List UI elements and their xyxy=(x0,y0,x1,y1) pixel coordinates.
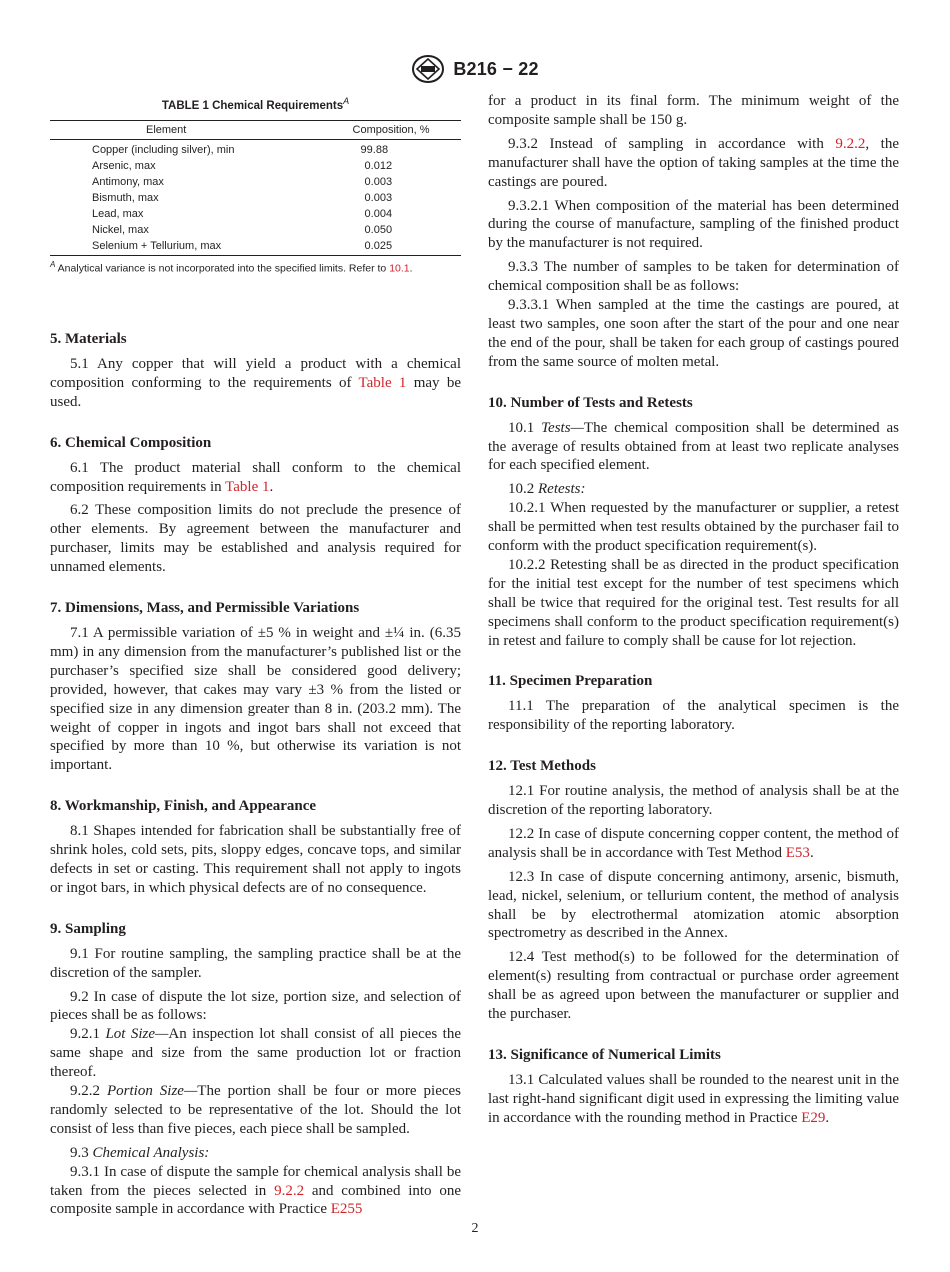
paragraph-12-4: 12.4 Test method(s) to be followed for the determination of element(s) resulting from contractual or purchase order agreement shall be as agreed upon between the manufacturer or supplier and the purchaser. xyxy=(488,949,899,1023)
paragraph-10-2: 10.2 Retests: xyxy=(508,481,586,498)
link-table-1[interactable]: Table 1 xyxy=(225,478,270,495)
page-number: 2 xyxy=(471,1221,479,1236)
link-10-1[interactable]: 10.1 xyxy=(389,262,410,275)
paragraph-9-2-2: 9.2.2 Portion Size—The portion shall be four or more pieces randomly selected to be representative of the lot. Should the lot consist of less than five pieces, each piece shall be sampled. xyxy=(50,1083,462,1137)
paragraph-6-1: 6.1 The product material shall conform to the chemical composition requirements in Table 1. xyxy=(50,459,461,495)
paragraph-10-2-2: 10.2.2 Retesting shall be as directed in the product specification for the initial test except for the number of test specimens which shall be twice that required for the original test. Test results for all specimens shall conform to the product specification requirement(s) in retest and failure to comply shall be cause for lot rejection. xyxy=(488,556,899,649)
paragraph-7-1: 7.1 A permissible variation of ±5 % in weight and ±¼ in. (6.35 mm) in any dimension from the manufacturer’s published list or the purchaser’s specified size shall be considered good delivery; provided, however, that cakes may vary ±3 % from the listed or specified size in any dimension greater than 8 in. (203.2 mm). The weight of copper in ingots and ingot bars shall not exceed that specified by more than 10 %, but otherwise its variation is not important. xyxy=(50,625,461,774)
link-table-1[interactable]: Table 1 xyxy=(358,374,407,391)
paragraph-12-3: 12.3 In case of dispute concerning antimony, arsenic, bismuth, lead, nickel, selenium, or tellurium content, the method of analysis shall be by electrothermal atomization atomic absorption spectrometry as described in the Annex. xyxy=(488,868,899,942)
paragraph-10-2-1: 10.2.1 When requested by the manufacturer or supplier, a retest shall be permitted when test results obtained by the purchaser fail to conform with the product specification requirement(s). xyxy=(488,500,899,555)
paragraph-9-3: 9.3 Chemical Analysis: xyxy=(70,1144,210,1161)
link-e255[interactable]: E255 xyxy=(330,1201,363,1218)
paragraph-12-1: 12.1 For routine analysis, the method of analysis shall be at the discretion of the reporting laboratory. xyxy=(488,783,899,818)
paragraph-9-3-1-continued: for a product in its final form. The minimum weight of the composite sample shall be 150 g. xyxy=(488,93,899,128)
astm-logo-icon xyxy=(411,54,445,84)
table-1-footnote: $^A$ Analytical variance is not incorporated into the specified limits. Refer to 10.1. xyxy=(50,259,413,275)
right-column xyxy=(488,92,899,1133)
table-1-title: TABLE 1 Chemical Requirements$^A$ xyxy=(161,96,350,112)
paragraph-6-2: 6.2 These composition limits do not preclude the presence of other elements. By agreement between the manufacturer and purchaser, limits may be established and analysis required for unnamed elements. xyxy=(50,502,461,576)
link-e53[interactable]: E53 xyxy=(785,844,810,861)
table-row: Bismuth, max 0.003 xyxy=(92,191,393,204)
paragraph-11-1: 11.1 The preparation of the analytical specimen is the responsibility of the reporting laboratory. xyxy=(488,698,899,734)
link-9-2-2[interactable]: 9.2.2 xyxy=(274,1182,305,1199)
section-heading-specimen-preparation: 11. Specimen Preparation xyxy=(488,673,653,690)
section-heading-test-methods: 12. Test Methods xyxy=(488,758,596,775)
paragraph-5-1: 5.1 Any copper that will yield a product with a chemical composition conforming to the requirements of Table 1 may be used. xyxy=(50,356,461,410)
paragraph-9-2-1: 9.2.1 Lot Size—An inspection lot shall consist of all pieces the same shape and size from the same production lot or fraction thereof. xyxy=(50,1026,461,1081)
paragraph-12-2: 12.2 In case of dispute concerning copper content, the method of analysis shall be in accordance with Test Method E53. xyxy=(488,825,899,861)
left-column xyxy=(50,92,461,1219)
paragraph-9-3-3-1: 9.3.3.1 When sampled at the time the castings are poured, at least two samples, one soon after the start of the pour and one near the end of the pour, shall be taken for each group of castings poured from the same source of molten metal. xyxy=(488,297,899,370)
paragraph-10-1: 10.1 Tests—The chemical composition shall be determined as the average of results obtained from at least two replicate analyses for each specified element. xyxy=(488,419,900,474)
section-heading-numerical-limits: 13. Significance of Numerical Limits xyxy=(488,1046,721,1063)
document-id: B216 − 22 xyxy=(453,58,539,79)
section-heading-chemical-composition: 6. Chemical Composition xyxy=(50,434,212,451)
link-e29[interactable]: E29 xyxy=(801,1109,826,1126)
column-header-composition: Composition, % xyxy=(273,120,461,139)
table-row: Arsenic, max 0.012 xyxy=(92,159,393,172)
table-row: Copper (including silver), min 99.88 xyxy=(92,143,389,156)
link-9-2-2[interactable]: 9.2.2 xyxy=(835,135,866,152)
paragraph-9-3-2: 9.3.2 Instead of sampling in accordance with 9.2.2, the manufacturer shall have the option of taking samples at the time the castings are poured. xyxy=(488,135,899,190)
paragraph-13-1: 13.1 Calculated values shall be rounded to the nearest unit in the last right-hand significant digit used in expressing the limiting value in accordance with the rounding method in Practice E29. xyxy=(488,1071,899,1126)
section-heading-materials: 5. Materials xyxy=(50,331,127,348)
paragraph-8-1: 8.1 Shapes intended for fabrication shall be substantially free of shrink holes, cold sets, pits, sloppy edges, concave tops, and similar defects in set or casting. This requirement shall not apply to ingots or ingot bars, in which physical defects are of no consequence. xyxy=(50,823,461,896)
table-row: Lead, max 0.004 xyxy=(92,207,393,220)
table-row: Antimony, max 0.003 xyxy=(92,175,393,188)
section-heading-tests-retests: 10. Number of Tests and Retests xyxy=(488,394,693,411)
section-heading-dimensions: 7. Dimensions, Mass, and Permissible Variations xyxy=(50,600,360,617)
table-row: Selenium + Tellurium, max 0.025 xyxy=(50,238,461,256)
page-header xyxy=(0,52,950,86)
paragraph-9-2: 9.2 In case of dispute the lot size, portion size, and selection of pieces shall be as follows: xyxy=(50,988,461,1024)
column-header-element: Element xyxy=(50,120,273,139)
section-heading-sampling: 9. Sampling xyxy=(50,920,126,937)
paragraph-9-1: 9.1 For routine sampling, the sampling practice shall be at the discretion of the sampler. xyxy=(50,945,461,981)
chemical-requirements-table xyxy=(50,120,461,256)
section-heading-workmanship: 8. Workmanship, Finish, and Appearance xyxy=(50,798,317,815)
paragraph-9-3-2-1: 9.3.2.1 When composition of the material has been determined during the course of manufacture, sampling of the finished product by the manufacturer is not required. xyxy=(488,197,899,252)
paragraph-9-3-3: 9.3.3 The number of samples to be taken for determination of chemical composition shall be as follows: xyxy=(488,259,899,295)
table-row: Nickel, max 0.050 xyxy=(92,223,393,236)
paragraph-9-3-1: 9.3.1 In case of dispute the sample for chemical analysis shall be taken from the pieces selected in 9.2.2 and combined into one composite sample in accordance with Practice E255 xyxy=(50,1163,461,1218)
